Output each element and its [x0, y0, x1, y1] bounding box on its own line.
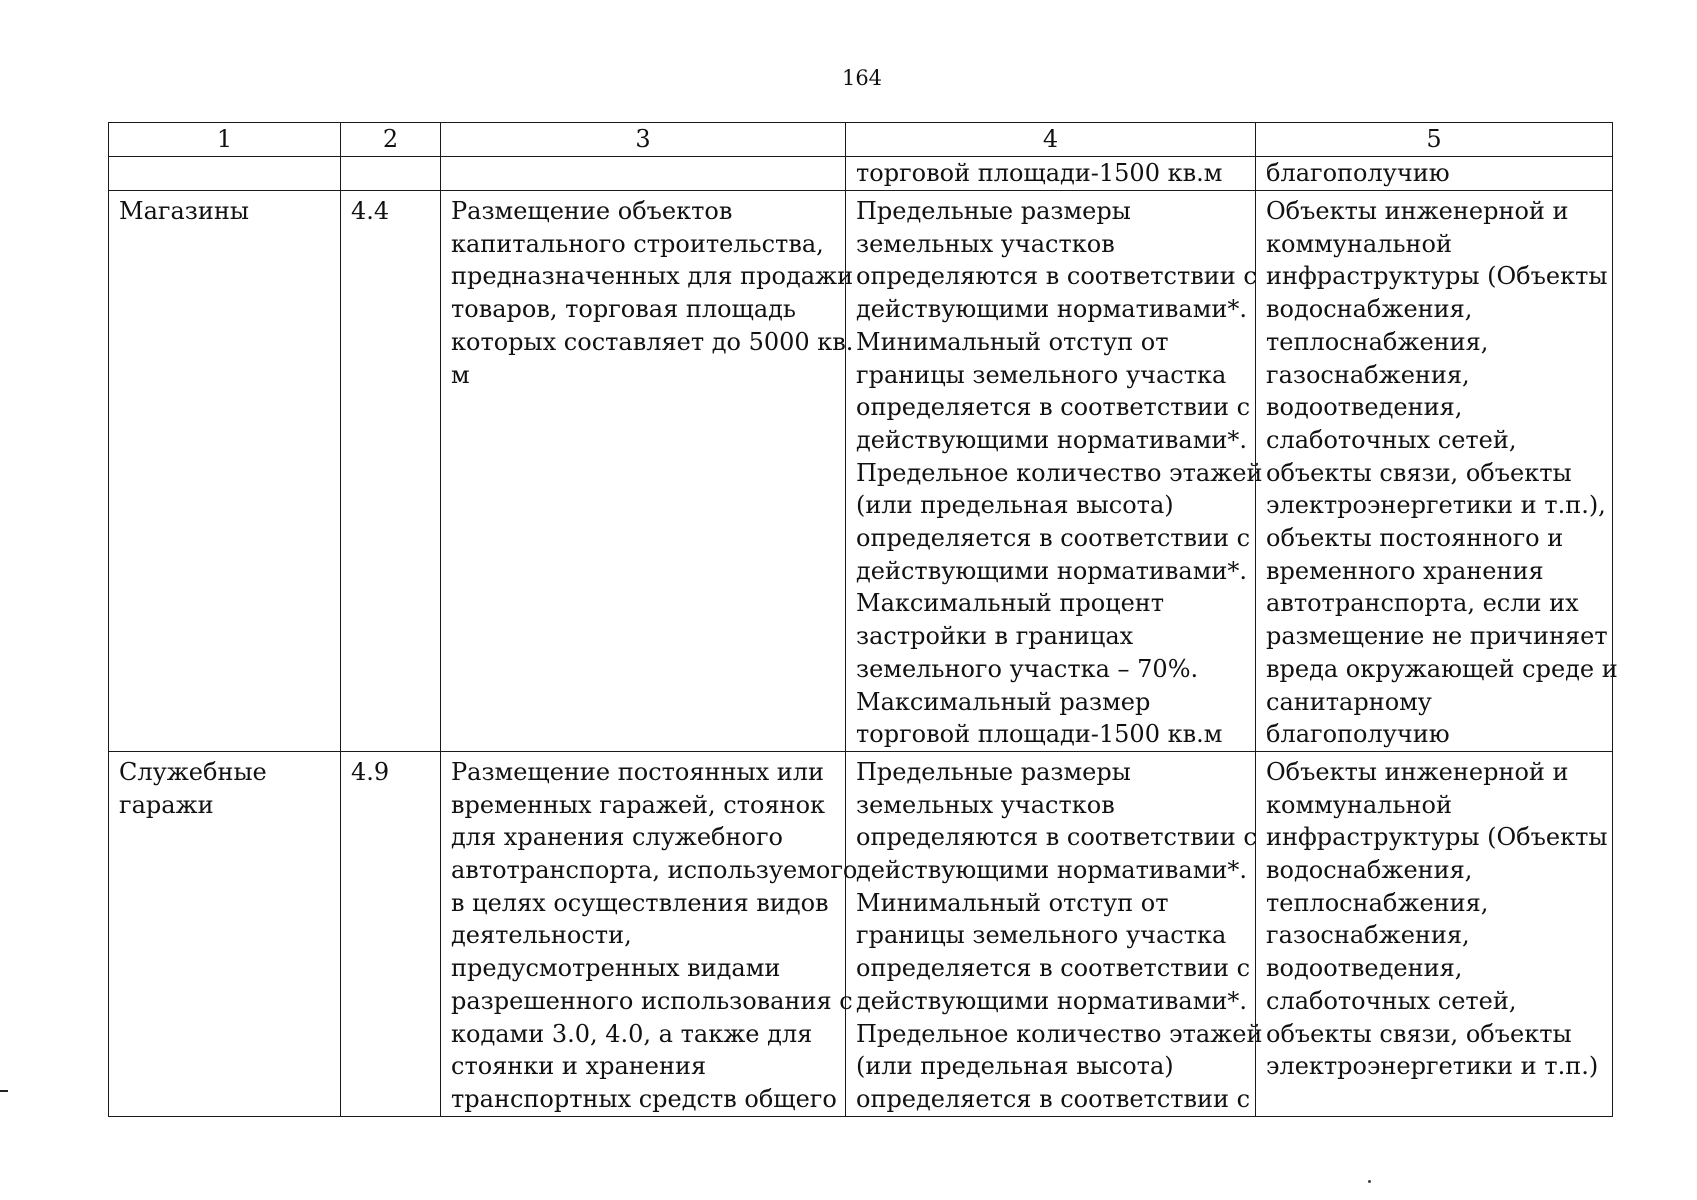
header-col-4: 4	[846, 123, 1256, 157]
parameters-line: Минимальный отступ от	[856, 888, 1169, 917]
parameters-line: определяется в соответствии с	[856, 954, 1251, 983]
auxiliary-line: санитарному	[1266, 687, 1432, 716]
parameters-line: определяется в соответствии с	[856, 1084, 1251, 1113]
description-line: стоянки и хранения	[451, 1052, 707, 1081]
continuation-cell-parameters: торговой площади-1500 кв.м	[846, 157, 1256, 191]
auxiliary-cell	[1256, 751, 1613, 1116]
parameters-cell	[846, 191, 1263, 752]
continuation-row	[109, 157, 1613, 191]
table-row-service-garages	[109, 751, 1613, 1116]
page-number: 164	[841, 66, 883, 90]
parameters-line: земельного участка – 70%.	[856, 654, 1199, 683]
scan-margin-mark	[0, 1090, 8, 1092]
parameters-line: Максимальный процент	[856, 589, 1165, 618]
parameters-line: определяются в соответствии с	[856, 823, 1257, 852]
header-col-5: 5	[1256, 123, 1613, 157]
description-line: временных гаражей, стоянок	[451, 790, 826, 819]
parameters-line: границы земельного участка	[856, 360, 1227, 389]
use-name-line: Служебные	[119, 757, 267, 786]
auxiliary-line: теплоснабжения,	[1266, 327, 1489, 356]
continuation-cell-description	[441, 157, 846, 191]
use-code-cell	[341, 191, 441, 752]
parameters-line: определяются в соответствии с	[856, 262, 1257, 291]
parameters-line: определяется в соответствии с	[856, 393, 1251, 422]
auxiliary-line: Объекты инженерной и	[1266, 757, 1569, 786]
zoning-table	[108, 122, 1618, 1117]
parameters-line: земельных участков	[856, 790, 1115, 819]
use-name-cell	[109, 191, 341, 752]
auxiliary-line: Объекты инженерной и	[1266, 197, 1569, 225]
description-line: деятельности,	[451, 921, 632, 950]
description-line: Размещение объектов	[451, 197, 733, 225]
auxiliary-line: электроэнергетики и т.п.)	[1266, 1052, 1599, 1081]
scan-dust-dot	[1368, 1180, 1371, 1183]
header-col-2: 2	[341, 123, 441, 157]
description-line: товаров, торговая площадь	[451, 295, 796, 324]
description-line: транспортных средств общего	[451, 1084, 837, 1113]
auxiliary-line: временного хранения	[1266, 556, 1544, 585]
auxiliary-line: размещение не причиняет	[1266, 622, 1608, 651]
auxiliary-line: теплоснабжения,	[1266, 888, 1489, 917]
parameters-line: торговой площади-1500 кв.м	[856, 720, 1223, 749]
parameters-line: Максимальный размер	[856, 687, 1151, 716]
description-line: м	[451, 360, 470, 389]
auxiliary-line: коммунальной	[1266, 790, 1452, 819]
auxiliary-line: объекты связи, объекты	[1266, 458, 1572, 487]
description-line: предусмотренных видами	[451, 954, 781, 983]
auxiliary-line: электроэнергетики и т.п.),	[1266, 491, 1606, 520]
description-line: предназначенных для продажи	[451, 262, 854, 291]
auxiliary-line: коммунальной	[1266, 229, 1452, 258]
auxiliary-line: слаботочных сетей,	[1266, 986, 1517, 1015]
description-line: которых составляет до 5000 кв.	[451, 327, 854, 356]
parameters-line: действующими нормативами*.	[856, 425, 1247, 454]
parameters-line: застройки в границах	[856, 622, 1134, 651]
parameters-line: границы земельного участка	[856, 921, 1227, 950]
auxiliary-line: автотранспорта, если их	[1266, 589, 1579, 618]
parameters-line: Предельные размеры	[856, 197, 1131, 225]
continuation-cell-code	[341, 157, 441, 191]
continuation-cell-name	[109, 157, 341, 191]
parameters-line: Предельные размеры	[856, 757, 1131, 786]
use-name-line: гаражи	[119, 790, 214, 819]
auxiliary-line: газоснабжения,	[1266, 921, 1470, 950]
header-col-1: 1	[109, 123, 341, 157]
parameters-line: земельных участков	[856, 229, 1115, 258]
auxiliary-line: слаботочных сетей,	[1266, 425, 1517, 454]
parameters-line: определяется в соответствии с	[856, 524, 1251, 553]
auxiliary-line: благополучию	[1266, 720, 1450, 749]
description-line: кодами 3.0, 4.0, а также для	[451, 1019, 813, 1048]
use-name: Магазины	[119, 197, 249, 225]
parameters-line: (или предельная высота)	[856, 491, 1174, 520]
use-code-cell	[341, 751, 441, 1116]
description-line: автотранспорта, используемого	[451, 856, 858, 885]
auxiliary-line: газоснабжения,	[1266, 360, 1470, 389]
table-row-shops	[109, 191, 1613, 752]
use-code: 4.4	[351, 197, 390, 225]
use-description-cell	[441, 191, 854, 752]
parameters-line: Минимальный отступ от	[856, 327, 1169, 356]
parameters-line: Предельное количество этажей	[856, 458, 1263, 487]
parameters-line: (или предельная высота)	[856, 1052, 1174, 1081]
auxiliary-line: инфраструктуры (Объекты	[1266, 262, 1608, 291]
use-description-cell	[441, 751, 858, 1116]
auxiliary-line: инфраструктуры (Объекты	[1266, 823, 1608, 852]
auxiliary-line: объекты связи, объекты	[1266, 1019, 1572, 1048]
auxiliary-line: водоснабжения,	[1266, 856, 1473, 885]
auxiliary-line: водоснабжения,	[1266, 295, 1473, 324]
auxiliary-line: водоотведения,	[1266, 954, 1463, 983]
description-line: разрешенного использования с	[451, 986, 853, 1015]
auxiliary-line: объекты постоянного и	[1266, 524, 1564, 553]
parameters-line: действующими нормативами*.	[856, 556, 1247, 585]
auxiliary-line: вреда окружающей среде и	[1266, 654, 1618, 683]
description-line: для хранения служебного	[451, 823, 783, 852]
auxiliary-line: водоотведения,	[1266, 393, 1463, 422]
header-col-3: 3	[441, 123, 846, 157]
use-code: 4.9	[351, 757, 390, 786]
use-name-cell	[109, 751, 341, 1116]
description-line: капитального строительства,	[451, 229, 824, 258]
continuation-cell-auxiliary: благополучию	[1256, 157, 1613, 191]
table-header-row	[109, 123, 1613, 157]
description-line: Размещение постоянных или	[451, 757, 825, 786]
parameters-line: действующими нормативами*.	[856, 856, 1247, 885]
parameters-line: действующими нормативами*.	[856, 295, 1247, 324]
parameters-cell	[846, 751, 1263, 1116]
auxiliary-cell	[1256, 191, 1618, 752]
parameters-line: действующими нормативами*.	[856, 986, 1247, 1015]
description-line: в целях осуществления видов	[451, 888, 829, 917]
parameters-line: Предельное количество этажей	[856, 1019, 1263, 1048]
